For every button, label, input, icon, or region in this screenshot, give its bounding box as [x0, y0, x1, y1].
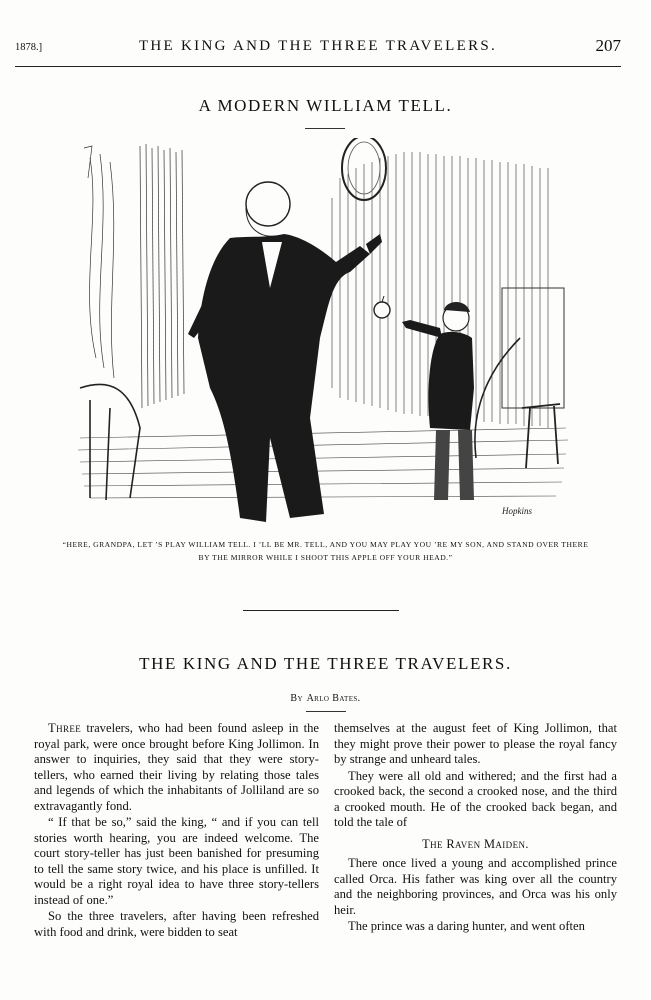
- paragraph-text: travelers, who had been found asleep in the royal park, were once brought before King Jollimon. In answer to inquiries, they said that they were story-tellers, who earned their living by relating those tales and legends of which the inhabitants of Jolliland are so extravagantly fond.: [34, 721, 319, 813]
- subheading: The Raven Maiden.: [422, 836, 529, 851]
- running-header: [15, 38, 621, 67]
- column-left: [34, 721, 319, 940]
- illustration-caption: [22, 538, 629, 564]
- paragraph: themselves at the august feet of King Jollimon, that they might prove their power to please the royal fancy by strange and unheard tales.: [334, 721, 617, 766]
- caption-line-1: “HERE, GRANDPA, LET ’S PLAY WILLIAM TELL. I ’LL BE MR. TELL, AND YOU MAY PLAY YOU ’RE MY SON, AND STAND OVER THERE: [62, 540, 589, 549]
- apple: [374, 302, 390, 318]
- paragraph: So the three travelers, after having been refreshed with food and drink, were bidden to seat: [34, 909, 319, 939]
- illustration-title: A MODERN WILLIAM TELL.: [198, 96, 453, 115]
- header-running-title: THE KING AND THE THREE TRAVELERS.: [138, 38, 498, 54]
- title-rule: [305, 128, 345, 129]
- paragraph: [34, 721, 319, 814]
- william-tell-engraving: [70, 138, 576, 530]
- byline-rule: [306, 711, 346, 712]
- byline: [0, 690, 651, 705]
- opening-word: Three: [48, 721, 82, 735]
- paragraph: “ If that be so,” said the king, “ and if you can tell stories worth hearing, you are indeed welcome. The court story-teller has just been banished for presuming to tell the same story twice, and his place is unfilled. It would be a right royal idea to have three story-tellers instead of one.”: [34, 815, 319, 907]
- byline-prefix: By: [290, 693, 303, 704]
- paragraph: They were all old and withered; and the first had a crooked back, the second a crooked nose, and the third a crooked mouth. He of the crooked back began, and told the tale of: [334, 768, 617, 829]
- paragraph: The prince was a daring hunter, and went often: [348, 919, 585, 933]
- artist-signature: Hopkins: [502, 506, 532, 516]
- section-divider: [243, 610, 399, 611]
- author-name: Arlo Bates.: [306, 693, 361, 704]
- header-page-number: 207: [595, 36, 621, 55]
- column-right: [334, 721, 617, 935]
- paragraph: There once lived a young and accomplished prince called Orca. His father was king over all the country and the neighboring provinces, and Orca was his only heir.: [334, 856, 617, 917]
- header-year: 1878.]: [15, 42, 43, 53]
- story-title: THE KING AND THE THREE TRAVELERS.: [139, 654, 512, 673]
- caption-line-2: BY THE MIRROR WHILE I SHOOT THIS APPLE OFF YOUR HEAD.”: [198, 553, 453, 562]
